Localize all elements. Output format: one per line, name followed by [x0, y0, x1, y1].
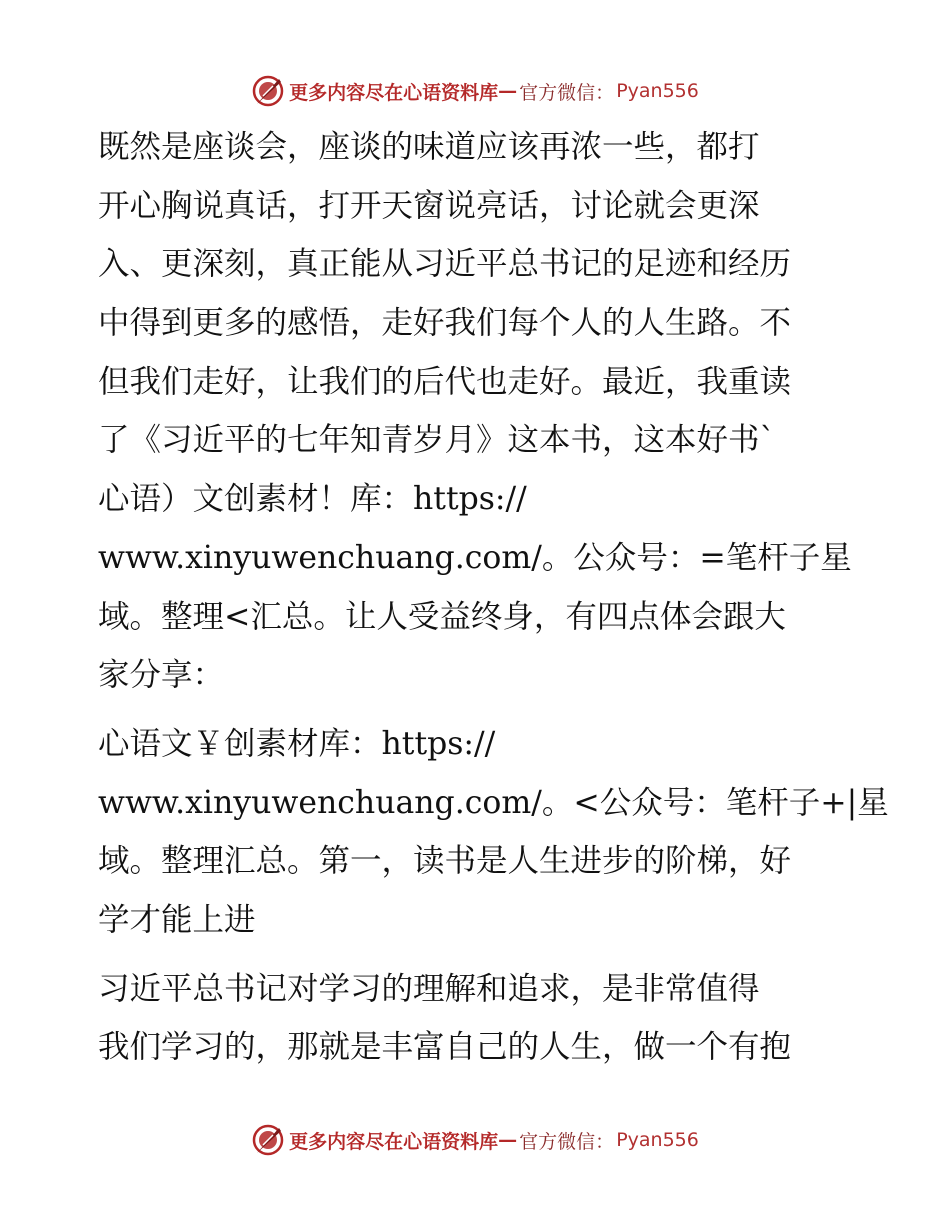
text-line: 我们学习的，那就是丰富自己的人生，做一个有抱 — [98, 1029, 792, 1066]
text-line: 了《习近平的七年知青岁月》这本书，这本好书` — [98, 422, 776, 459]
banner-separator: — — [498, 1129, 518, 1151]
document-body — [98, 118, 889, 1077]
text-line: 家分享： — [98, 657, 225, 694]
banner-separator: — — [498, 80, 518, 102]
wechat-id: Pyan556 — [616, 80, 699, 102]
footer-banner — [0, 1120, 950, 1160]
banner-text: 更多内容尽在心语资料库 — [289, 81, 499, 104]
text-line: 但我们走好，让我们的后代也走好。最近，我重读 — [98, 363, 792, 400]
text-line: 心语）文创素材！库：https:// — [98, 481, 527, 518]
text-line: 域。整理<汇总。让人受益终身，有四点体会跟大 — [98, 598, 786, 635]
header-banner — [0, 71, 950, 111]
text-line: 入、更深刻，真正能从习近平总书记的足迹和经历 — [98, 246, 792, 283]
quill-logo-icon — [251, 74, 285, 108]
paragraph — [98, 118, 858, 705]
wechat-label: 官方微信： — [519, 81, 615, 104]
paragraph — [98, 960, 858, 1077]
wechat-label: 官方微信： — [519, 1130, 615, 1153]
text-line: www.xinyuwenchuang.com/。公众号：=笔杆子星 — [98, 539, 852, 576]
banner-text: 更多内容尽在心语资料库 — [289, 1130, 499, 1153]
text-line: 开心胸说真话，打开天窗说亮话，讨论就会更深 — [98, 187, 760, 224]
wechat-id: Pyan556 — [616, 1129, 699, 1151]
paragraph — [98, 715, 889, 950]
text-line: 中得到更多的感悟，走好我们每个人的人生路。不 — [98, 305, 792, 342]
text-line: 学才能上进 — [98, 901, 256, 938]
text-line: 心语文￥创素材库：https:// — [98, 725, 496, 762]
text-line: www.xinyuwenchuang.com/。<公众号：笔杆子+|星 — [98, 784, 889, 821]
text-line: 习近平总书记对学习的理解和追求，是非常值得 — [98, 970, 760, 1007]
text-line: 域。整理汇总。第一，读书是人生进步的阶梯，好 — [98, 843, 792, 880]
quill-logo-icon — [251, 1123, 285, 1157]
text-line: 既然是座谈会，座谈的味道应该再浓一些，都打 — [98, 129, 760, 165]
